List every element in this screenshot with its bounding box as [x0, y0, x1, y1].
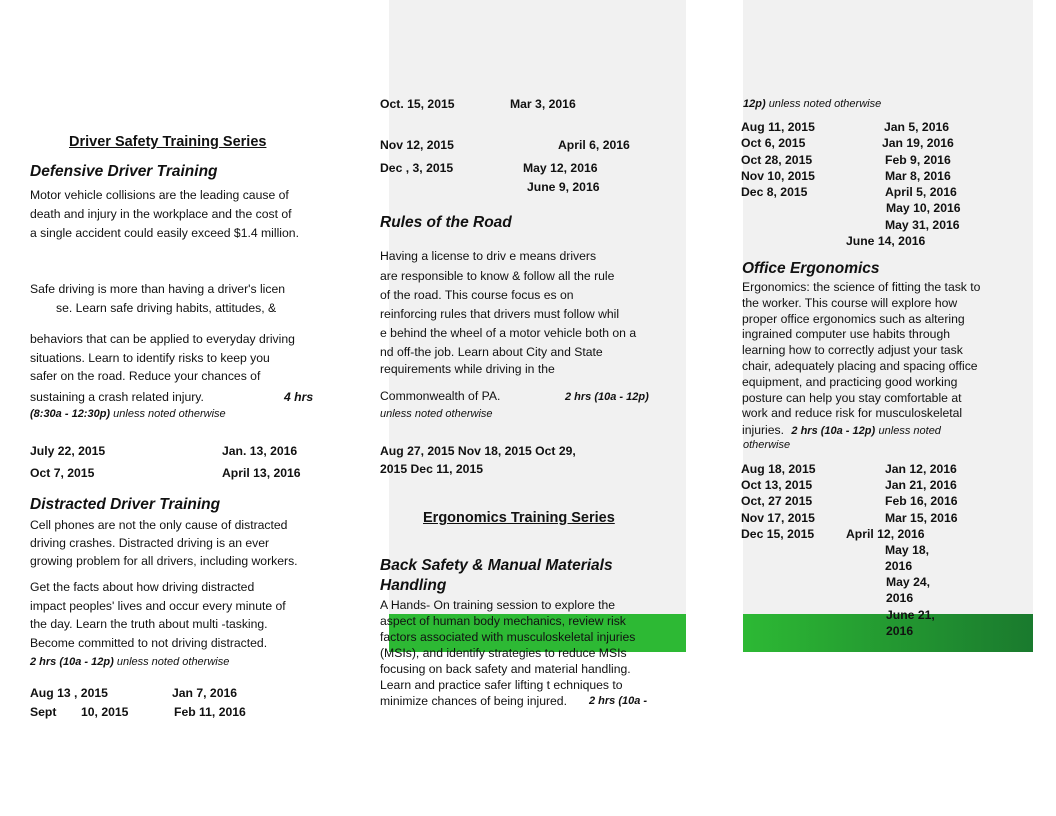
date-cell: 2015 Dec 11, 2015: [380, 462, 484, 476]
text-line: behaviors that can be applied to everyday driving: [30, 332, 295, 346]
date-cell: Jan 19, 2016: [882, 136, 954, 150]
back-safety-text-line: minimize chances of being injured.: [380, 694, 567, 708]
date-cell: Jan. 13, 2016: [222, 444, 298, 458]
rules-text-line: Commonwealth of PA.: [380, 389, 501, 403]
text-line: Ergonomics: the science of fitting the task to: [742, 280, 981, 294]
distracted-intro-paragraph: [30, 517, 298, 571]
text-line: ingrained computer use habits through: [742, 327, 950, 342]
unless-note: unless noted otherwise: [113, 408, 226, 420]
date-cell: Oct 28, 2015: [741, 153, 813, 167]
text-line: a single accident could easily exceed $1.4 million.: [30, 226, 299, 240]
defensive-text-line: se. Learn safe driving habits, attitudes, &: [56, 301, 277, 315]
distracted-time-note: [30, 654, 229, 670]
text-line: Get the facts about how driving distracted: [30, 580, 255, 594]
back-safety-title: Back Safety & Manual Materials: [380, 557, 613, 574]
text-line: A Hands- On training session to explore the: [380, 598, 616, 612]
unless-note: unless noted otherwise: [768, 98, 882, 110]
date-cell: May 31, 2016: [885, 218, 960, 232]
date-cell: Aug 13 , 2015: [30, 686, 108, 700]
text-fragment: injuries.: [742, 423, 784, 437]
unless-note: unless noted otherwise: [380, 408, 493, 420]
text-line: aspect of human body mechanics, review risk: [380, 614, 626, 628]
unless-note: unless noted: [878, 425, 941, 437]
date-cell: 2016: [886, 591, 914, 605]
text-line: Learn and practice safer lifting t echniques to: [380, 678, 623, 692]
back-safety-paragraph: [380, 597, 635, 693]
date-cell: June 21,: [886, 608, 935, 622]
distracted-facts-paragraph: [30, 579, 286, 653]
date-cell: Jan 5, 2016: [884, 120, 950, 134]
defensive-time-note: [30, 406, 226, 422]
rules-hours: 2 hrs (10a - 12p): [565, 391, 649, 403]
date-cell: Mar 15, 2016: [885, 511, 958, 525]
date-cell: Nov 12, 2015: [380, 138, 454, 152]
unless-note: unless noted otherwise: [116, 656, 230, 668]
date-cell: Aug 11, 2015: [741, 120, 815, 134]
time-range: 2 hrs (10a - 12p): [30, 656, 114, 668]
date-cell: July 22, 2015: [30, 444, 106, 458]
date-cell: June 9, 2016: [527, 180, 600, 194]
text-line: proper office ergonomics such as altering: [742, 311, 965, 326]
date-cell: Jan 12, 2016: [885, 462, 957, 476]
date-cell: Feb 16, 2016: [885, 494, 958, 508]
back-safety-title-line2: Handling: [380, 577, 447, 594]
text-line: Cell phones are not the only cause of distracted: [30, 518, 288, 532]
date-cell: Nov 17, 2015: [741, 511, 815, 525]
date-cell: Oct 7, 2015: [30, 466, 95, 480]
text-line: growing problem for all drivers, including workers.: [30, 554, 298, 568]
text-line: posture can help you stay comfortable at: [742, 390, 962, 405]
date-cell: Jan 7, 2016: [172, 686, 238, 700]
date-cell: Aug 27, 2015 Nov 18, 2015 Oct 29,: [380, 444, 576, 458]
text-line: Become committed to not driving distracted.: [30, 635, 268, 650]
text-line: reinforcing rules that drivers must follow whil: [380, 307, 620, 321]
date-cell: Jan 21, 2016: [885, 478, 957, 492]
date-cell: Feb 9, 2016: [885, 153, 951, 167]
date-cell: 10, 2015: [81, 705, 129, 719]
text-line: of the road. This course focus es on: [380, 288, 574, 302]
rules-of-the-road-title: Rules of the Road: [380, 214, 512, 231]
date-cell: Mar 3, 2016: [510, 97, 576, 111]
office-ergonomics-title: Office Ergonomics: [742, 260, 880, 277]
date-cell: Dec 8, 2015: [741, 185, 808, 199]
defensive-intro-paragraph: [30, 187, 299, 244]
ergonomics-series-title: Ergonomics Training Series: [423, 510, 615, 526]
text-line: e behind the wheel of a motor vehicle both on a: [380, 326, 637, 340]
date-cell: May 12, 2016: [523, 161, 598, 175]
date-cell: Oct. 15, 2015: [380, 97, 455, 111]
date-cell: April 12, 2016: [846, 527, 925, 541]
text-line: death and injury in the workplace and the cost of: [30, 207, 292, 221]
date-cell: Feb 11, 2016: [174, 705, 246, 719]
office-hours: 2 hrs (10a - 12p): [791, 425, 876, 437]
distracted-driver-title: Distracted Driver Training: [30, 496, 221, 513]
date-cell: Aug 18, 2015: [741, 462, 816, 476]
text-line: impact peoples' lives and occur every minute of: [30, 598, 286, 613]
text-line: are responsible to know & follow all the rule: [380, 269, 615, 283]
text-line: nd off-the job. Learn about City and State: [380, 345, 603, 359]
date-cell: 2016: [885, 559, 913, 573]
text-line: situations. Learn to identify risks to keep you: [30, 350, 270, 365]
text-line: driving crashes. Distracted driving is an ever: [30, 536, 270, 550]
text-line: focusing on back safety and material handling.: [380, 662, 631, 676]
defensive-driver-title: Defensive Driver Training: [30, 163, 218, 180]
date-cell: May 24,: [886, 575, 931, 589]
date-cell: Oct 6, 2015: [741, 136, 806, 150]
text-line: chair, adequately placing and spacing office: [742, 358, 978, 373]
date-cell: April 13, 2016: [222, 466, 301, 480]
date-cell: Nov 10, 2015: [741, 169, 815, 183]
date-cell: June 14, 2016: [846, 234, 926, 248]
office-ergonomics-paragraph: [742, 279, 980, 421]
date-cell: Oct 13, 2015: [741, 478, 813, 492]
text-line: equipment, and practicing good working: [742, 374, 958, 389]
text-line: the day. Learn the truth about multi -tasking.: [30, 617, 268, 631]
text-line: safer on the road. Reduce your chances of: [30, 369, 261, 383]
unless-note-continued: otherwise: [743, 439, 791, 451]
text-line: Having a license to driv e means drivers: [380, 249, 597, 263]
text-line: (MSIs), and identify strategies to reduce MSIs: [380, 646, 627, 660]
defensive-behaviors-paragraph: [30, 331, 295, 387]
defensive-hours: 4 hrs: [284, 390, 314, 404]
date-cell: April 6, 2016: [558, 138, 630, 152]
back-safety-hours: 2 hrs (10a -: [589, 695, 648, 707]
date-cell: Dec 15, 2015: [741, 527, 815, 541]
date-cell: May 10, 2016: [886, 201, 961, 215]
defensive-text-line: sustaining a crash related injury.: [30, 390, 204, 404]
time-range: 12p): [743, 98, 766, 110]
date-cell: April 5, 2016: [885, 185, 957, 199]
rules-paragraph: [380, 248, 636, 380]
date-cell: May 18,: [885, 543, 930, 557]
text-line: requirements while driving in the: [380, 362, 555, 376]
driver-safety-series-title: Driver Safety Training Series: [69, 134, 267, 150]
back-safety-time-continued: [743, 96, 881, 112]
date-cell: Mar 8, 2016: [885, 169, 951, 183]
text-line: the worker. This course will explore how: [742, 295, 958, 310]
text-line: Motor vehicle collisions are the leading cause of: [30, 188, 289, 202]
date-cell: Dec , 3, 2015: [380, 161, 454, 175]
text-line: factors associated with musculoskeletal injuries: [380, 630, 636, 644]
date-cell: Sept: [30, 705, 57, 719]
defensive-text-line: Safe driving is more than having a driver's licen: [30, 282, 286, 296]
text-line: work and reduce risk for musculoskeletal: [742, 406, 963, 421]
text-line: learning how to correctly adjust your task: [742, 343, 963, 358]
date-cell: 2016: [886, 624, 914, 638]
date-cell: Oct, 27 2015: [741, 494, 813, 508]
time-range: (8:30a - 12:30p): [30, 408, 111, 420]
